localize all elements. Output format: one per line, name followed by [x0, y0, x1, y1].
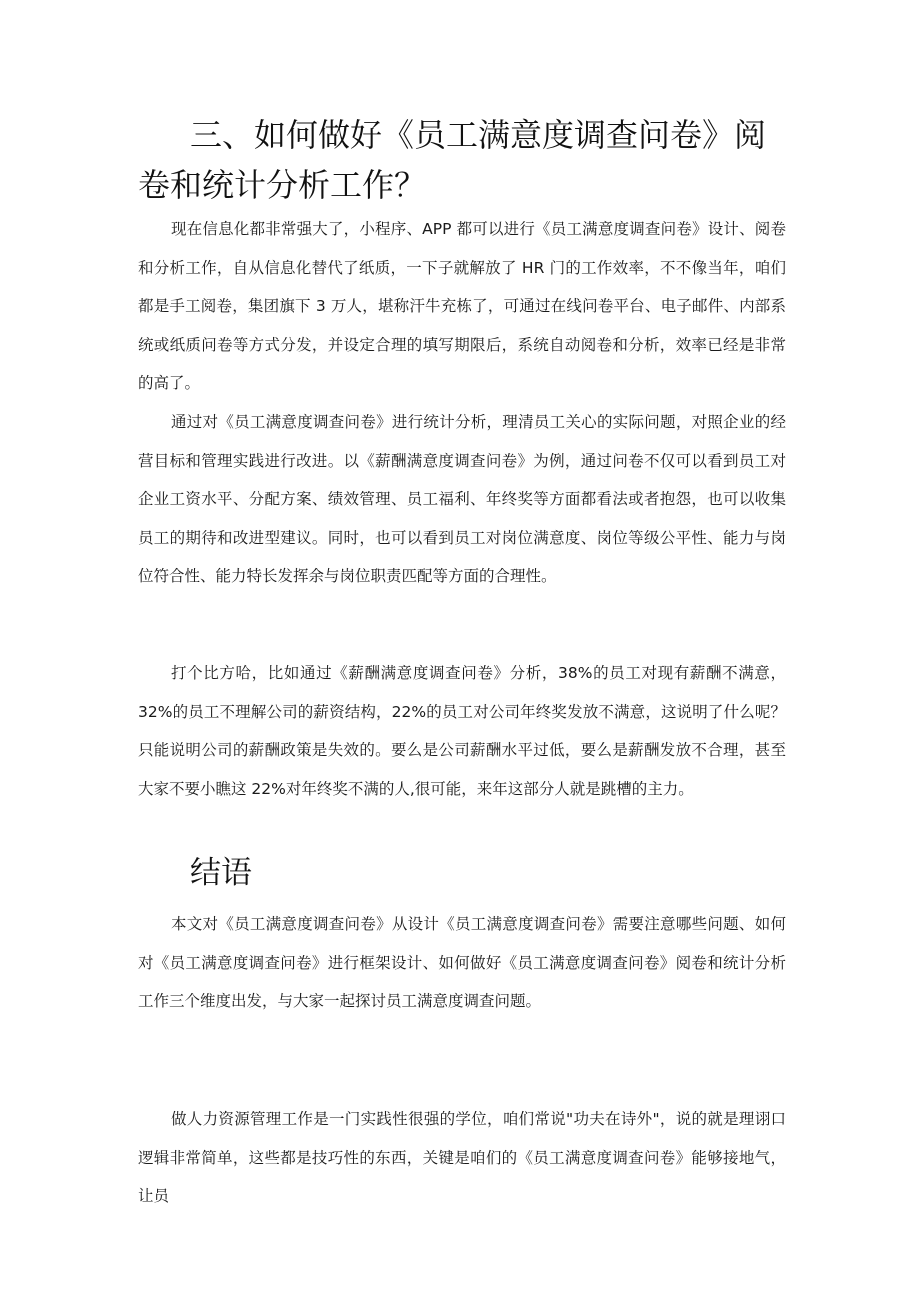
- paragraph-conclusion-practice: 做人力资源管理工作是一门实践性很强的学位，咱们常说"功夫在诗外"，说的就是理诩口逻辑非常简单，这些都是技巧性的东西，关键是咱们的《员工满意度调查问卷》能够接地气，让员: [138, 1110, 786, 1206]
- paragraph-statistical-analysis: 通过对《员工满意度调查问卷》进行统计分析，理清员工关心的实际问题，对照企业的经营目标和管理实践进行改进。以《薪酬满意度调查问卷》为例，通过问卷不仅可以看到员工对企业工资水平、分配方案、绩效管理、员工福利、年终奖等方面都看法或者抱怨，也可以收集员工的期待和改进型建议。同时，也可以看到员工对岗位满意度、岗位等级公平性、能力与岗位符合性、能力特长发挥余与岗位职责匹配等方面的合理性。: [138, 413, 786, 586]
- paragraph-salary-example: 打个比方哈，比如通过《薪酬满意度调查问卷》分析，38%的员工对现有薪酬不满意，32%的员工不理解公司的薪资结构，22%的员工对公司年终奖发放不满意，这说明了什么呢？只能说明公司的薪酬政策是失效的。要么是公司薪酬水平过低，要么是薪酬发放不合理，甚至大家不要小瞧这 22%对年终奖不满的人,很可能，来年这部分人就是跳槽的主力。: [138, 664, 786, 798]
- conclusion-heading: 结语: [190, 855, 252, 891]
- paragraph-conclusion-summary: 本文对《员工满意度调查问卷》从设计《员工满意度调查问卷》需要注意哪些问题、如何对《员工满意度调查问卷》进行框架设计、如何做好《员工满意度调查问卷》阅卷和统计分析工作三个维度出发，与大家一起探讨员工满意度调查问题。: [138, 915, 786, 1011]
- section-heading: 三、如何做好《员工满意度调查问卷》阅卷和统计分析工作？: [138, 116, 767, 204]
- paragraph-informatization: 现在信息化都非常强大了，小程序、APP 都可以进行《员工满意度调查问卷》设计、阅卷和分析工作，自从信息化替代了纸质，一下子就解放了 HR 门的工作效率，不不像当年，咱们都是手工阅卷，集团旗下 3 万人，堪称汗牛充栋了，可通过在线问卷平台、电子邮件、内部系统或纸质问卷等方式分发，并设定合理的填写期限后，系统自动阅卷和分析，效率已经是非常的高了。: [138, 220, 786, 393]
